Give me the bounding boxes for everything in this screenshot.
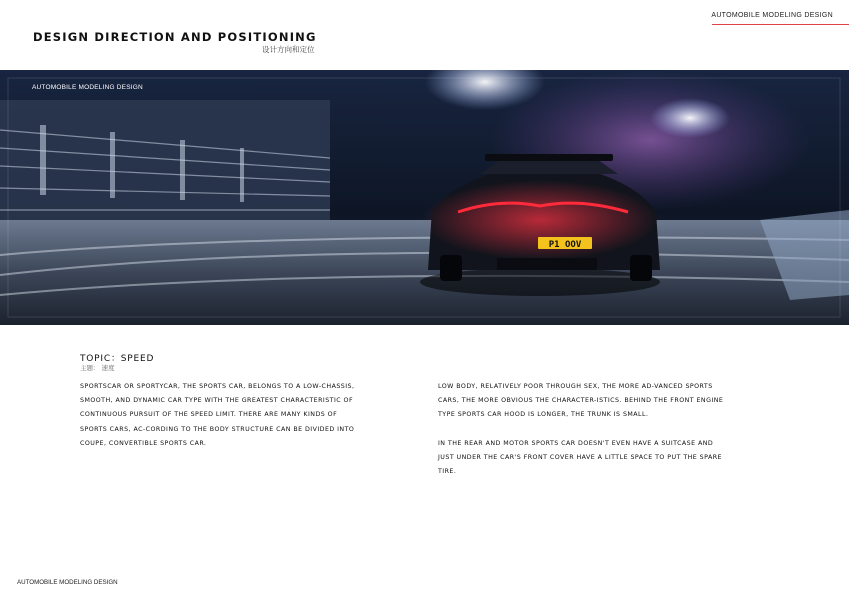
hero-banner — [0, 70, 849, 325]
body-paragraph: SPORTSCAR OR SPORTYCAR, THE SPORTS CAR, BELONGS TO A LOW-CHASSIS, SMOOTH, AND DYNAMIC CAR TYPE WITH THE GREATEST CHARACTERISTIC OF CONTINUOUS PURSUIT OF THE SPEED LIMIT. THERE ARE MANY KINDS OF SPORTS CARS, AC-CORDING TO THE BODY STRUCTURE CAN BE DIVIDED INTO COUPE, CONVERTIBLE SPORTS CAR. — [80, 383, 355, 447]
body-left-column — [80, 380, 365, 465]
page-subtitle: 设计方向和定位 — [262, 45, 315, 54]
topic-subtitle: 主题： 速度 — [80, 364, 115, 372]
body-paragraph: IN THE REAR AND MOTOR SPORTS CAR DOESN'T EVEN HAVE A SUITCASE AND JUST UNDER THE CAR'S FRONT COVER HAVE A LITTLE SPACE TO PUT THE SPARE TIRE. — [438, 439, 722, 476]
license-plate: P1 OOV — [548, 240, 582, 250]
accent-rule — [712, 24, 849, 25]
body-right-column — [438, 380, 728, 494]
topic-title: TOPIC：SPEED — [80, 354, 155, 364]
banner-tag: AUTOMOBILE MODELING DESIGN — [32, 84, 143, 91]
body-paragraph: LOW BODY, RELATIVELY POOR THROUGH SEX, THE MORE AD-VANCED SPORTS CARS, THE MORE OBVIOUS THE CHARACTER-ISTICS. BEHIND THE FRONT ENGINE TYPE SPORTS CAR HOOD IS LONGER, THE TRUNK IS SMALL. — [438, 383, 724, 419]
sports-car-night-illustration — [0, 70, 849, 325]
footer-tag: AUTOMOBILE MODELING DESIGN — [17, 579, 118, 586]
page-title: DESIGN DIRECTION AND POSITIONING — [33, 30, 317, 44]
header-tag: AUTOMOBILE MODELING DESIGN — [711, 12, 833, 19]
